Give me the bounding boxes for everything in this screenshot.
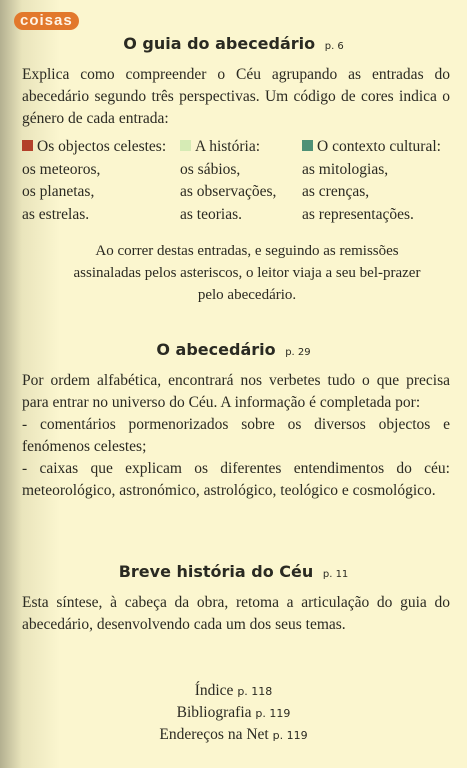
- legend-label: O contexto cultural:: [317, 138, 441, 155]
- abecedario-intro: Por ordem alfabética, encontrará nos verbetes tudo o que precisa para entrar no universo do Céu. A informação é completada por:: [22, 372, 450, 411]
- web-addresses-entry: [0, 724, 467, 746]
- legend-label: A história:: [195, 138, 261, 155]
- red-swatch-icon: [22, 140, 33, 151]
- legend-item: as mitologias,: [302, 160, 389, 178]
- legend-column-culture: [302, 136, 441, 226]
- entry-page: p. 118: [237, 685, 273, 698]
- entry-label: Endereços na Net: [159, 726, 269, 743]
- entry-label: Índice: [194, 682, 234, 699]
- abecedario-body: [22, 370, 450, 502]
- legend-item: os sábios,: [180, 160, 241, 178]
- light-green-swatch-icon: [180, 140, 191, 151]
- entry-page: p. 119: [272, 729, 308, 742]
- legend-item: as representações.: [302, 205, 414, 223]
- abecedario-title: O abecedário: [156, 340, 276, 359]
- legend-item: os planetas,: [22, 183, 95, 200]
- abecedario-heading: [0, 340, 467, 359]
- guide-title: O guia do abecedário: [123, 34, 316, 53]
- legend-column-celestial: [22, 136, 166, 226]
- guide-intro: Explica como compreender o Céu agrupando as entradas do abecedário segundo três perspectivas. Um código de cores indica o género de cada entrada:: [22, 66, 450, 127]
- legend-label: Os objectos celestes:: [37, 138, 167, 155]
- legend-item: as observações,: [180, 183, 277, 200]
- entry-label: Bibliografia: [176, 704, 252, 721]
- legend-column-history: [180, 136, 276, 226]
- guide-note: Ao correr destas entradas, e seguindo as remissões assinaladas pelos asteriscos, o leitor viaja a seu bel-prazer pelo abecedário.: [73, 243, 421, 303]
- legend-item: as estrelas.: [22, 205, 90, 223]
- history-heading: [0, 562, 467, 581]
- guide-heading: [0, 34, 467, 53]
- bibliography-entry: [0, 702, 467, 724]
- index-entry: [0, 680, 467, 702]
- bullet-item: - comentários pormenorizados sobre os diversos objectos e fenómenos celestes;: [22, 416, 450, 455]
- teal-swatch-icon: [302, 140, 313, 151]
- legend-item: as teorias.: [180, 205, 242, 223]
- guide-page-ref: p. 6: [324, 41, 344, 52]
- history-title: Breve história do Céu: [118, 562, 314, 581]
- legend-item: os meteoros,: [22, 160, 101, 178]
- history-text: Esta síntese, à cabeça da obra, retoma a articulação do guia do abecedário, desenvolvendo cada um dos seus temas.: [22, 594, 450, 633]
- legend-item: as crenças,: [302, 183, 370, 200]
- abecedario-page-ref: p. 29: [285, 347, 311, 358]
- bullet-item: - caixas que explicam os diferentes entendimentos do céu: meteorológico, astronómico, astrológico, teológico e cosmológico.: [22, 460, 450, 499]
- back-matter-list: [0, 680, 467, 746]
- section-badge: coisas: [14, 12, 79, 30]
- history-page-ref: p. 11: [322, 569, 349, 580]
- entry-page: p. 119: [255, 707, 291, 720]
